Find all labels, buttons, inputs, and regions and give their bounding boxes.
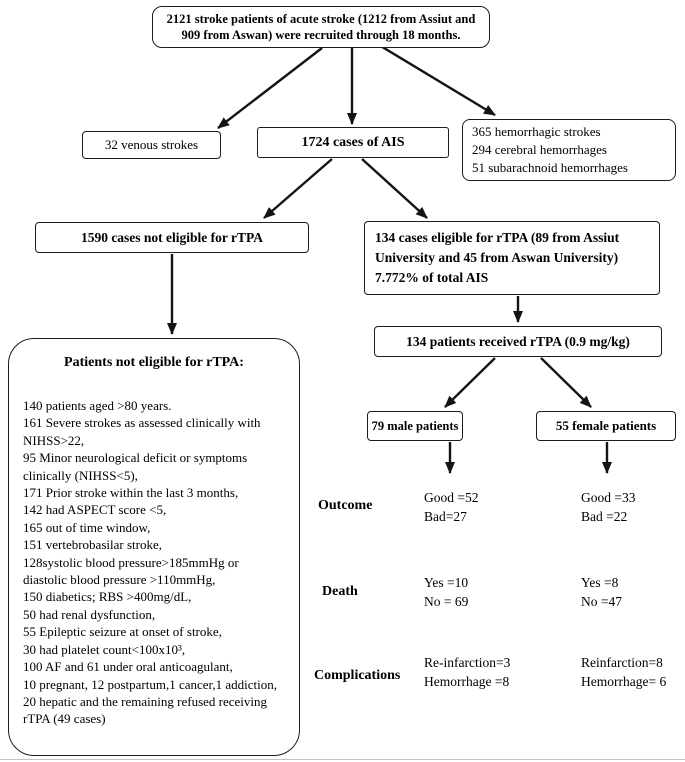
hemorrhagic-line-3: 51 subarachnoid hemorrhages <box>472 160 628 175</box>
box-eligible-count <box>364 221 660 295</box>
not-eligible-item: 10 pregnant, 12 postpartum,1 cancer,1 addiction, 20 hepatic and the remaining refused receiving rTPA (49 cases) <box>23 676 277 727</box>
not-eligible-count-label: 1590 cases not eligible for rTPA <box>80 229 264 245</box>
stat-label-outcome: Outcome <box>318 498 373 513</box>
stat-death-female-yes: Yes =8 <box>581 575 619 590</box>
recruited-line-2: 909 from Aswan) were recruited through 18 months. <box>181 28 461 42</box>
not-eligible-item: 55 Epileptic seizure at onset of stroke, <box>23 624 222 640</box>
arrow-ais-to-not-eligible <box>264 159 332 218</box>
box-not-eligible-count <box>35 222 309 253</box>
male-patients-label: 79 male patients <box>371 418 459 433</box>
female-patients-label: 55 female patients <box>555 418 657 433</box>
stat-death-female-no: No =47 <box>581 593 622 609</box>
stat-complications-male <box>424 654 510 691</box>
stat-complications-male-hemorrhage: Hemorrhage =8 <box>424 673 510 689</box>
recruited-line-1: 2121 stroke patients of acute stroke (1212 from Assiut and <box>166 12 476 26</box>
arrow-received-to-female <box>541 358 591 407</box>
not-eligible-item: 50 had renal dysfunction, <box>23 606 156 622</box>
not-eligible-item: 151 vertebrobasilar stroke, <box>23 537 162 553</box>
stat-outcome-male-good: Good =52 <box>424 490 479 505</box>
stat-outcome-male-bad: Bad=27 <box>424 508 467 524</box>
stat-label-death: Death <box>322 584 358 599</box>
not-eligible-item: 142 had ASPECT score <5, <box>23 502 167 518</box>
box-received-rtpa <box>374 326 662 357</box>
stat-complications-male-reinfarction: Re-infarction=3 <box>424 655 511 670</box>
arrow-recruited-to-venous <box>218 48 322 128</box>
stat-death-male <box>424 574 468 611</box>
arrow-ais-to-eligible <box>362 159 427 218</box>
not-eligible-item: 128systolic blood pressure>185mmHg or diastolic blood pressure >110mmHg, <box>23 554 239 588</box>
eligible-line-2: University and 45 from Aswan University) <box>375 250 619 265</box>
received-rtpa-label: 134 patients received rTPA (0.9 mg/kg) <box>406 333 630 349</box>
not-eligible-item: 140 patients aged >80 years. <box>23 398 172 413</box>
venous-strokes-label: 32 venous strokes <box>104 137 199 152</box>
box-not-eligible-details <box>8 338 300 756</box>
stat-death-male-yes: Yes =10 <box>424 575 469 590</box>
box-hemorrhagic-strokes <box>462 119 676 181</box>
stat-outcome-female-bad: Bad =22 <box>581 508 628 524</box>
hemorrhagic-line-1: 365 hemorrhagic strokes <box>472 124 601 139</box>
stat-outcome-male <box>424 489 479 526</box>
stat-death-male-no: No = 69 <box>424 593 469 609</box>
box-female-patients <box>536 411 676 441</box>
not-eligible-item: 171 Prior stroke within the last 3 months, <box>23 485 239 501</box>
stat-death-female <box>581 574 622 611</box>
hemorrhagic-line-2: 294 cerebral hemorrhages <box>472 142 607 157</box>
stat-outcome-female-good: Good =33 <box>581 490 636 505</box>
stat-outcome-female <box>581 489 636 526</box>
box-ais-cases <box>257 127 449 158</box>
not-eligible-item: 30 had platelet count<100x10³, <box>23 641 186 657</box>
not-eligible-item: 150 diabetics; RBS >400mg/dL, <box>23 589 192 605</box>
eligible-line-3: 7.772% of total AIS <box>375 270 489 285</box>
not-eligible-details-title: Patients not eligible for rTPA: <box>64 355 244 370</box>
not-eligible-item: 95 Minor neurological deficit or symptoms clinically (NIHSS<5), <box>23 450 248 483</box>
eligible-line-1: 134 cases eligible for rTPA (89 from Assiut <box>375 230 620 245</box>
box-male-patients <box>367 411 463 441</box>
not-eligible-item: 100 AF and 61 under oral anticoagulant, <box>23 659 233 675</box>
stat-complications-female-hemorrhage: Hemorrhage= 6 <box>581 673 667 689</box>
stat-label-complications: Complications <box>314 668 401 683</box>
box-venous-strokes <box>82 131 221 159</box>
arrow-received-to-male <box>445 358 495 407</box>
box-recruited-patients <box>152 6 490 48</box>
ais-cases-label: 1724 cases of AIS <box>301 134 405 150</box>
not-eligible-item: 165 out of time window, <box>23 519 151 535</box>
arrow-recruited-to-hemorrhagic <box>379 45 495 115</box>
stat-complications-female <box>581 654 666 691</box>
stat-complications-female-reinfarction: Reinfarction=8 <box>581 655 663 670</box>
figure-bottom-rule <box>0 759 685 760</box>
not-eligible-item: 161 Severe strokes as assessed clinically with NIHSS>22, <box>23 415 261 448</box>
